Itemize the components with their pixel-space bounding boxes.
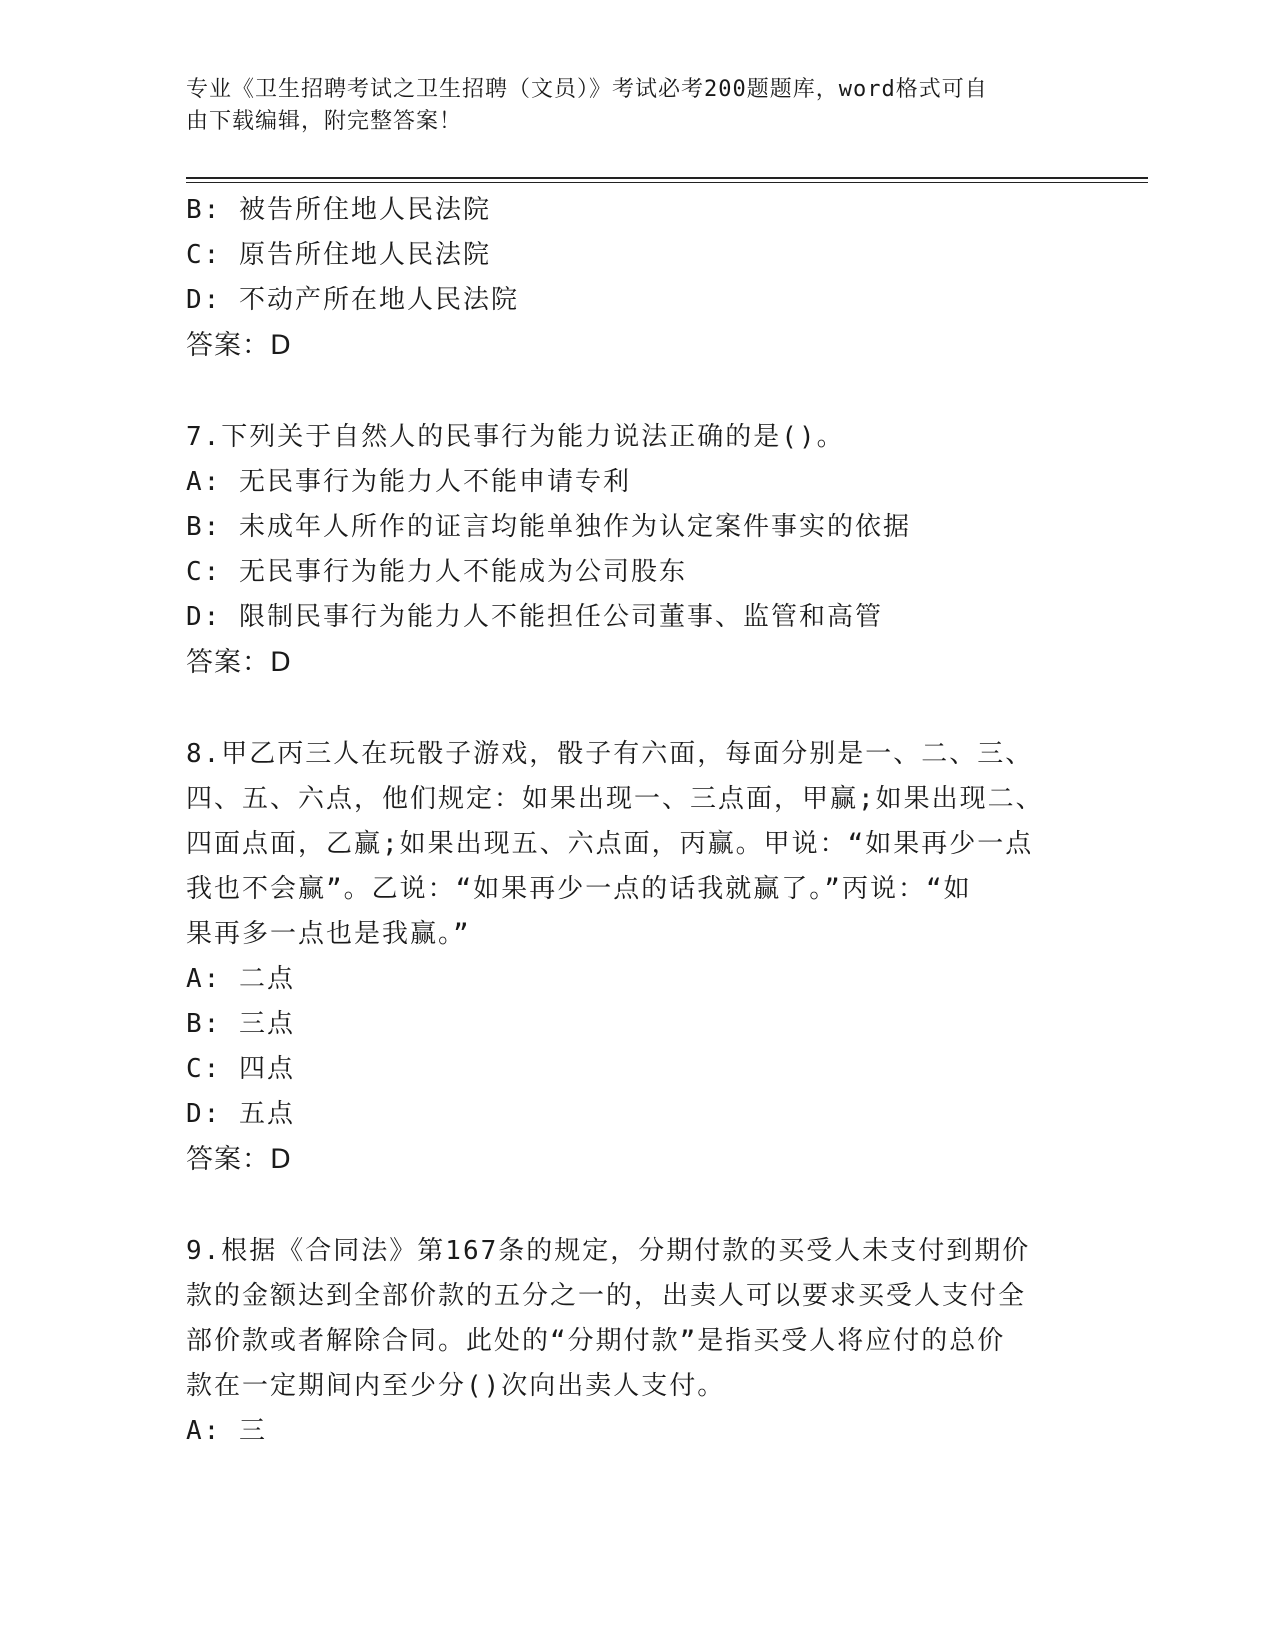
question-text-line: 果再多一点也是我赢。”	[186, 919, 471, 949]
question-6	[186, 188, 1076, 368]
option-c: C: 原告所住地人民法院	[186, 240, 491, 270]
question-text-line: 款在一定期间内至少分()次向出卖人支付。	[186, 1371, 726, 1401]
option-d: D: 限制民事行为能力人不能担任公司董事、监管和高管	[186, 602, 883, 632]
option-c: C: 无民事行为能力人不能成为公司股东	[186, 557, 687, 587]
answer-line: 答案：D	[186, 647, 292, 678]
question-text-line: 8.甲乙丙三人在玩骰子游戏，骰子有六面，每面分别是一、二、三、	[186, 739, 1034, 769]
answer-line: 答案：D	[186, 1144, 292, 1175]
header-divider-thick	[186, 177, 1148, 179]
question-9	[186, 1229, 1076, 1454]
spacer	[186, 368, 1076, 415]
header-divider-thin	[186, 182, 1148, 183]
option-d: D: 五点	[186, 1099, 295, 1129]
option-d: D: 不动产所在地人民法院	[186, 285, 519, 315]
question-text: 7.下列关于自然人的民事行为能力说法正确的是()。	[186, 422, 845, 452]
option-c: C: 四点	[186, 1054, 295, 1084]
spacer	[186, 1182, 1076, 1229]
question-text-line: 四面点面，乙赢;如果出现五、六点面，丙赢。甲说：“如果再少一点	[186, 829, 1034, 859]
question-list	[186, 188, 1076, 1454]
option-b: B: 被告所住地人民法院	[186, 195, 491, 225]
option-a: A: 三	[186, 1416, 267, 1446]
question-text-line: 款的金额达到全部价款的五分之一的，出卖人可以要求买受人支付全	[186, 1281, 1027, 1311]
question-text-line: 四、五、六点，他们规定：如果出现一、三点面，甲赢;如果出现二、	[186, 784, 1044, 814]
option-b: B: 三点	[186, 1009, 295, 1039]
option-b: B: 未成年人所作的证言均能单独作为认定案件事实的依据	[186, 512, 911, 542]
answer-line: 答案：D	[186, 330, 292, 361]
spacer	[186, 685, 1076, 732]
header-line-1: 专业《卫生招聘考试之卫生招聘（文员）》考试必考200题题库，word格式可自	[186, 77, 988, 102]
question-text-line: 部价款或者解除合同。此处的“分期付款”是指买受人将应付的总价	[186, 1326, 1006, 1356]
question-8	[186, 732, 1076, 1182]
option-a: A: 二点	[186, 964, 295, 994]
document-header	[186, 74, 1066, 138]
option-a: A: 无民事行为能力人不能申请专利	[186, 467, 631, 497]
question-text-line: 9.根据《合同法》第167条的规定，分期付款的买受人未支付到期价	[186, 1236, 1031, 1266]
header-line-2: 由下载编辑，附完整答案！	[186, 109, 463, 134]
question-text-line: 我也不会赢”。乙说：“如果再少一点的话我就赢了。”丙说：“如	[186, 874, 972, 904]
question-7	[186, 415, 1076, 685]
